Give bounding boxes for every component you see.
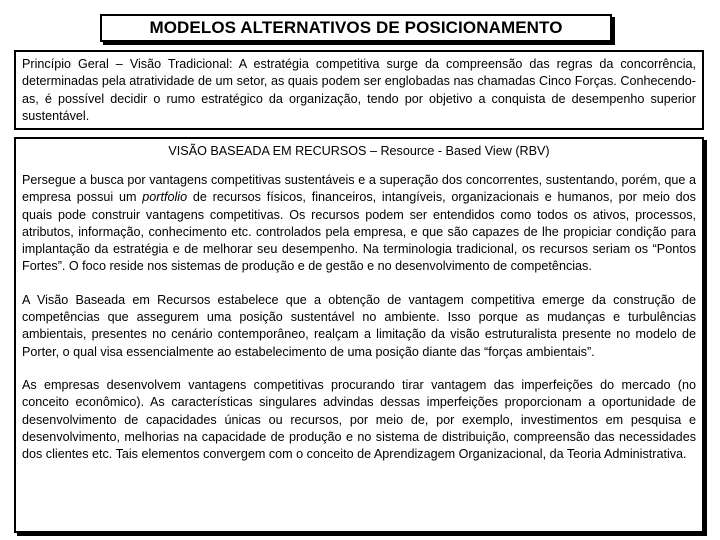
rbv-section-box: [14, 137, 704, 533]
paragraph-1: [22, 172, 696, 276]
paragraph-1-italic-term: portfolio: [142, 190, 188, 205]
title-box: [100, 14, 612, 42]
paragraph-2: A Visão Baseada em Recursos estabelece que a obtenção de vantagem competitiva emerge da construção de competências que assegurem uma posição sustentável no ambiente. Isso porque as mudanças e turbulências ambientais, presentes no cenário contemporâneo, realçam a limitação da visão estruturalista presente no modelo de Porter, o qual visa essencialmente ao estabelecimento de uma posição diante das “forças ambientais”.: [22, 292, 696, 359]
page-title: MODELOS ALTERNATIVOS DE POSICIONAMENTO: [149, 18, 563, 37]
section-heading: VISÃO BASEADA EM RECURSOS – Resource - Based View (RBV): [168, 144, 550, 158]
intro-paragraph: Princípio Geral – Visão Tradicional: A estratégia competitiva surge da compreensão das regras da concorrência, determinadas pela atratividade de um setor, as quais podem ser englobadas nas chamadas Cinco Forças. Conhecendo-as, é possível decidir o rumo estratégico da organização, tendo por objetivo a conquista de desempenho superior sustentável.: [22, 57, 696, 123]
intro-box: [14, 50, 704, 130]
paragraph-1-part-a: Persegue a busca por vantagens competitivas sustentáveis e a superação dos concorrentes, sustentando, porém, que a empresa possui um: [22, 173, 696, 205]
paragraph-1-part-b: de recursos físicos, financeiros, intangíveis, organizacionais e humanos, por meio dos quais pode construir vantagens competitivas. Os recursos podem ser entendidos como todos os ativos, processos, atributos, informação, conhecimento etc. controlados pela empresa, e que são capazes de lhe propiciar condição para implantação da estratégia e de melhorar seu desempenho. Na terminologia tradicional, os recursos seriam os “Pontos Fortes”. O foco reside nos sistemas de produção e de gestão e no desenvolvimento de competências.: [22, 190, 696, 274]
paragraph-3: As empresas desenvolvem vantagens competitivas procurando tirar vantagem das imperfeições do mercado (no conceito econômico). As características singulares advindas dessas imperfeições proporcionam a oportunidade de desenvolvimento de capacidades únicas ou recursos, por meio de, por exemplo, investimentos em pesquisa e desenvolvimento, melhorias na capacidade de produção e no sistema de distribuição, compreensão das necessidades dos clientes etc. Tais elementos convergem com o conceito de Aprendizagem Organizacional, da Teoria Administrativa.: [22, 377, 696, 462]
